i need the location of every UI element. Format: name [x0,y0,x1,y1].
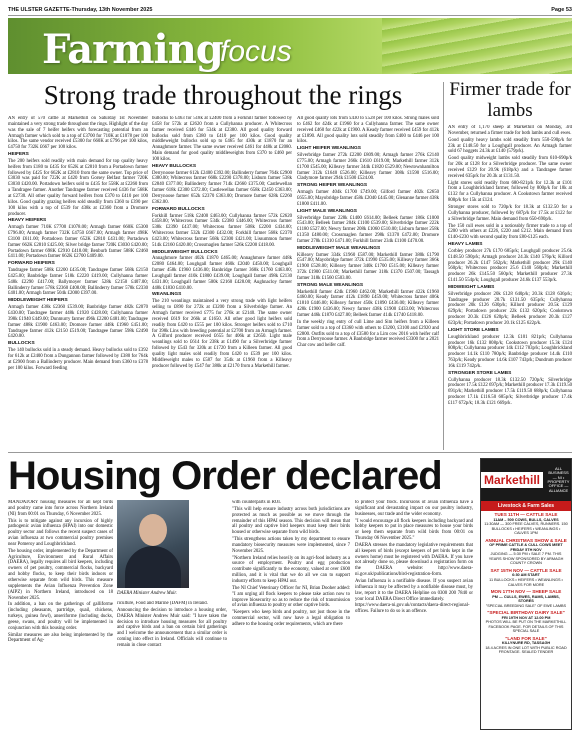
advert-sale-block [481,609,571,635]
main-headline: Strong trade throughout the rings [43,80,403,110]
housing-column-3 [232,500,350,732]
paragraph: Similar measures are also being implemented by the Department of Ag- [8,632,113,644]
paragraph: The 150 cull ewes sold in a noticeably firmer trade to a top of £200 with others at £226, £220 and £212. Main demand from £140-£230 with second quality from £80-£125 each. [448,223,572,241]
paragraph: "This strengthens actions taken by my department to ensure mandatory biosecurity measures were implemented, since 7 November 2025. [232,537,350,554]
photo-caption: DAERA Minister Andrew Muir. [117,591,177,596]
paragraph: MANDATORY housing measures for all kept birds and poultry came into force across Northern Ireland (NI) from 00:01 on Thursday, 6 November 2025. [8,500,113,517]
advert-sale-block [481,588,571,609]
paragraph: This is to mitigate against any incursion of highly pathogenic avian influenza (HPAI) into our domestic poultry sector and follows the recent suspect cases of avian influenza at two commercial poultry premises near Pomeroy and Loughbrickland. [8,518,113,547]
paragraph: Silverbridge producer 20k £128 640p/k; 20.3k £128 636p/k; Tandragee producer 20.7k £131.50 635p/k; Cullyhanna producer 20k £126 630p/k; Killord producer 20.5k £129 629p/k; Portadown producer 22k £132 620p/k; Cookstown producer 20.3k £126 620p/k; Belleek producer 20.3k £127 623p/k; Portadown producer 20.1k £125 622p/k. [448,291,572,326]
subheading: LIGHT STORE LAMBS [448,327,499,333]
paragraph: Tandragee farmer 508k £2200 £435.00; Tandragee farmer 568k £2150 £425.00; Banbridge farmer 518k £2220 £419.00; Cullyhanna farmer 548k £2290 £417.00; Ballymoyer farmer 528k £2150 £407.00; Ballinderry farmer 578k £2360 £408.00; Ballinderry farmer 578k £2330 £401.00; Armagh farmer 504k £2000 £397.00. [8,268,148,297]
sale-date: PM — CULLS, EWES, RAMS, LAMBS, STORES [492,594,560,604]
subheading: HEAVY LAMBS [448,242,483,248]
paragraph: Armagh farmer 710K £7700 £1078.00; Armagh farmer 660K £5300 £796.00; Armagh farmer 732K £4750 £667.00; Armagh farmer 498K £3100 £611.00; Portadown farmer 652K £2810 £431.00; Portadown farmer 662K £2810 £425.00; Silver bridge farmer 720K £3030 £420.00; Portadown farmer 698K £2910 £418.00; Benburb farmer 588K £2460 £411.00; Portadown farmer 662K £2700 £409.00. [8,225,148,260]
banner-word-focus: focus [220,35,292,68]
paragraph: "Northern Ireland relies heavily on its agri-food industry as a source of employment. Poultry and egg production contribute significantly to the economy, valued at over £600 million, and it is vital that we do all we can to support industry efforts to keep HPAI out. [232,555,350,584]
paragraph: Good quality midweight lambs sold steadily from 610-690p/k for 20k at £128 for a Silverbridge producer. The same owner received £129 for 20.9k (618p/k) and a Tandragee farmer received 635p/k for 20.3k at £131.50. [448,156,572,179]
paragraph: Avian Influenza is a notifiable disease. If you suspect avian influenza it may be affected by a notifiable disease must, by law, report it to the DAERA Helpline on 0300 200 7840 or your local DAERA Direct Office immediately. [355,578,473,602]
housing-headline: Housing Order declared [8,454,442,498]
sale-date: 11AM – 500 COWS, BULLS, CALVES [493,517,559,522]
paragraph: The 200 heifers sold readily with main demand for top quality heavy heifers from £180 to £435 for 652K at £2810 from a Portadown farmer followed by £425 for 662K at £2810 from the same owner. Top price of £3030 was paid for 722K at £420 from Gorsey Belfast farmer 720K £3030 £420.00. Portadown heifers sold to £435 for 558K at £2260 from a Tandragee farmer. Another Tandragee farmer received £436 for 568K at £2730. All other quality forward heifers from £370 to £410 per 100 kilos. Good quality grazing heifers sold steadily from £360 to £390 per 100 kilos with a top of £539 for 438k at £2360 from a Dromore producer. [8,158,148,217]
advert-tagline: Livestock & Farm Sales [481,501,571,511]
subheading: MIDDLEWEIGHT BULLOCKS [152,249,218,255]
paragraph: bullocks to £463 for 518k at £2400 from a Forkhill farmer followed by £458 for 572k at £2620 from a Cullyhanna producer. A Whitecross farmer received £446 for 534k at £2380. All good quality forward bullocks sold from £380 to £410 per 100 kilos. Good quality middleweight bullocks sold up to £465 for 430k at £1870 for an Annaghmore farmer. The same owner received £461 for 448k at £2080. Main demand for good quality middleweights from £370 to £460 per 100 kilos. [152,116,292,162]
paragraph: The housing order, implemented by the Department of Agriculture, Environment and Rural Affairs (DAERA), legally requires all bird keepers, including owners of pet poultry, commercial flocks, backyard and hobby flocks, to keep their birds indoors or otherwise separate from wild birds. This measure supplements the Avian Influenza Prevention Zone (AIPZ) in Northern Ireland, introduced on 18 November 2025. [8,548,113,601]
paragraph: Light stores sold readily from 680-821p/k for 12.3k at £101 from a Loughbrickland farmer, followed by 800p/k for 18k at £132 for a Cullyhanna producer. A Cookstown farmer received 808p/k for 15k at £124. [448,180,572,204]
photo-suit [125,546,181,588]
paragraph: AN entry of 1,170 sheep at Markethill on Monday, 3rd November, returned a firmer trade for both lambs and cull ewes. [448,125,572,136]
sale-title: "SPECIAL BIRTHDAY DAIRY SALE" [487,610,565,616]
subheading: MIDDLEWEIGHT HEIFERS [8,298,68,304]
page-number: Page 53 [551,6,572,13]
housing-column-4 [355,500,473,732]
paragraph: "I would encourage all flock keepers including backyard and hobby keepers to put in place measures to house your birds or keep them separate from wild birds from 00:01 on Thursday 06 November 2025." [355,518,473,542]
farming-focus-banner [8,18,572,74]
advert-sale-block [481,635,571,656]
sale-details: 18.4 ACRES IN ONE LOT WITH PUBLIC ROAD FRONTAGE. SEALED TENDER [485,645,567,655]
main-story-column-2 [152,116,292,450]
paragraph: DAERA stresses the mandatory legislative requirements that all keepers of birds (except keepers of pet birds kept in the owners home) must be registered with DAERA. If you have not already done so, please download a registration form on the DAERA website: http://www.daera-ni.gov.uk/publications/bird-registration-form. [355,542,473,578]
markethill-logo: Markethill [481,472,543,488]
subheading: MIDDLEWEIGHT MALE WEANLINGS [297,245,381,251]
subheading: MIDWEIGHT LAMBS [448,284,495,290]
subheading: HEAVY BULLOCKS [152,163,197,169]
subheading: HEAVY HEIFERS [8,218,47,224]
advert-logo-bar [481,459,571,501]
paragraph: The NI Chief Veterinary Officer for NI, Brian Dooher added: "I am urging all flock keepers to please take action now to improve biosecurity so as to reduce the risk of transmission of avian influenza to poultry or other captive birds. [232,585,350,609]
field-photo-strip [382,18,572,74]
sale-date: KILLYNURE RD, TASSAGH [501,641,551,646]
paragraph: Loughbrickland producer 12.3k £101 821p/k; Cullyhanna producer 16k £132 808p/k; Cookstown producer 15.3k £124 808p/k; Cullyhanna producer 14k £112 783p/k; Loughbrickland producer 14.1k £110 780p/k; Banbridge producer 14.4k £110 763p/k; Keady producer 14.6k £107 743p/k; Dundrum producer 16k £119 742p/k. [448,334,572,369]
subheading: FORWARD HEIFERS [8,261,55,267]
paragraph: "This will help ensure industry across both jurisdictions are protected as much as possible as we move through the remainder of this HPAI season. This decision will mean that all poultry and captive bird keepers must keep their birds housed or otherwise separate from wild birds. [232,506,350,536]
newspaper-dateline: THE ULSTER GAZETTE-Thursday, 13th November 2025 [8,6,153,13]
paragraph: Annaghmore farmer 402k £1870 £465.00; Annaghmore farmer 448k £2080 £464.00; Loughgall farmer 460k £2040 £450.00; Loughgall farmer 458k £1960 £436.00; Banbridge farmer 368k £1760 £463.00; Loughgall farmer 410k £1800 £439.00; Loughgall farmer 498k £2130 £431.00; Loughgall farmer 500k £2160 £428.00; Aughnacloy farmer 448k £1830 £410.00. [152,256,292,291]
logo-side-text: ALL BUSINESS — NI • PROPERTY OFFICE — ALLIANCE [547,465,570,493]
paragraph: The 140 bullocks sold in a steady demand. Heavy bullocks sold to £392 for 612k at £2400 from a Dungannon farmer followed by £380 for 764k at £2900 from a Ballinderry producer. Main demand from £360 to £378 per 100 kilos. Forward feeding [8,348,148,371]
sale-title: TUES 11TH — CATTLE SALE [494,512,558,517]
paragraph: In addition, a ban on the gatherings of galliforme (including pheasants, partridge, quail, chickens, turkeys, guinea fowl), anseriforme (including ducks, geese, swans, and poultry will be implemented in conjunction with this housing order. [8,602,113,631]
paragraph: AN entry of 570 cattle at Markethill on Saturday 1st November maintained a very strong trade throughout the rings. Highlight of the day was the sale of 7 heifer heifers with forecasting potential from an Armagh farmer which sold to a top of £3700 for 710K at £1078 per 100 kilos. The same vendor received £5300 for 660K at £796 per 100 kilos, £4750 for 732K £667 per 100 kilos. [8,116,148,151]
paragraph: Markethill farmer 424k £1960 £462.00; Markethill farmer 422k £1960 £460.00; Keady farmer 412k £1890 £459.00; Whitecross farmer 406k £1810 £446.00; Killeavy farmer 450k £1890 £436.00; Killeavy farmer 428k £1900 £436.00; Newry farmer 438k £1900 £433.00; Whitecross farmer 446k £1870 £427.00; Belleek farmer 414k £1740 £418.00. [297,289,439,318]
sale-details: "SPECIAL BREEDING SALE" OF EWE LAMBS [485,603,567,608]
markethill-advert [480,458,572,730]
page-header [8,4,572,16]
advert-sale-block [481,567,571,588]
subheading: STRONG MALE WEANLINGS [297,282,364,288]
paragraph: All good quality lots from £430 to £528 per 100 kilos. Strong males sold to £462 for 424k at £1960 for a Cullyhanna farmer. The same owner received £460 for 422k at £1900. A Keady farmer received £459 for 412k at £1890. All good quality lots sold steadily from £400 to £446 per 100 kilos. [297,116,439,145]
subheading: FORWARD BULLOCKS [152,206,205,212]
paragraph: https://www.daera-ni.gov.uk/contacts/daera-direct-regional-offices. Failure to do so is an offence. [355,603,470,615]
housing-column-1 [8,500,113,732]
section-divider [8,452,572,453]
sale-details: 11:30AM — 300 FREE CALVES, RUNNERS. 150 BULLOCKS • HEIFERS • WEANLINGS • CALVES 1PM [484,522,568,536]
paragraph: "Keepers who keep birds and poultry, not just those in the commercial sector, will now have a legal obligation to adhere to the housing order requirements, which are there [232,610,350,627]
subheading: HEIFERS [8,152,29,158]
advert-sale-block [481,537,571,567]
paragraph: Good quality heavy lambs sold steadily from 550-590p/k for 23k at £148.50 for a Loughgall producer. An Armagh farmer sold 67 hoggets 24.3k at £140 (579p/k). [448,137,572,155]
paragraph: In the weekly ring entry of cull Lime and Sim heifers from a Killeen farmer sold to a top of £3360 with others to £3200, £3100 and £2920 and £2800. Outfits sold to a top of £3580 for a Lim cow 2016 with heifer calf from a Derrynoose farmer. A Banbridge farmer received £3300 for a 2021 Char cow and heifer calf. [297,319,439,349]
sale-details: JUDGING — 5:30 PM • SALE 7 PM. THIS YEARS SHOW SPONSORED BY ARMAGH COUNTY CROWN [488,552,564,566]
paragraph: to protect your flock. Incursions of avian influenza have a significant and devastating impact on our poultry industry, businesses, our trade and the wider economy. [355,500,473,517]
paragraph: Silverbridge farmer 228k £1400 £614.00; Belleek farmer 186k £1000 £543.00; Belleek farmer 204k £1100 £539.00; Silverbridge farmer 222k £1180 £527.00; Newry farmer 208k £1060 £510.00; Lisburn farmer 258k £1350 £480.00; Crossmaglen farmer 298k £1370 £472.00; Dromore farmer 278k £1310 £471.00; Forkhill farmer 234k £1100 £470.00. [297,215,439,244]
photo-face [139,514,167,546]
paragraph: Corbley producer 27k £170 685p/k; Loughgall producer 25.6k £148.50 590p/k; Armagh producer 24.3k £140 576p/k; Killord producer 26.2k £147 562p/k; Markethill producer 29k £140 560p/k; Whitecross producer 25.6 £140 560p/k; Markethill producer 26k £145.50 560p/k; Markethill producer 27.3k £141.50 554p/k; Loughgall producer 24.6k £137 553p/k. [448,248,572,284]
sale-date: FRI 19TH NOV AT 12.00 PM [501,615,551,620]
subheading: WEANLINGS [152,292,182,298]
paragraph: riculture, Food and Marine (DAFM) in Ireland. [117,601,208,606]
paragraph: Announcing the decision to introduce a housing order, DAERA Minister Andrew Muir said: "I have taken the decision to introduce housing measures for all poultry and captive birds and a ban on certain bird gatherings and I welcome the announcement that a similar order is coming into effect in Ireland. Officials will continue to remain in close contact [117,607,227,648]
paragraph: Armagh farmer 438k £2360 £539.00; Banbridge farmer 482k £2070 £430.00; Tandragee farmer 448k £1920 £428.00; Cullyhanna farmer 398k £1940 £449.00; Dunmurry farmer 496k £2200 £481.00; Tandragee farmer 488k £1900 £463.00; Dromore farmer 448k £1960 £451.00; Tandragee farmer 412k £2150 £519.00; Tandragee farmer 598k £2490 £420.00. [8,305,148,340]
paragraph: Silverbridge farmer 272k £2200 £809.00; Armagh farmer 276k £2140 £775.00; Armagh farmer 266k £1610 £619.00; Markethill farmer 312k £1700 £545.00; Killeavy farmer 344k £1820 £529.00; Newtownhamilton farmer 312k £1640 £526.00; Killeavy farmer 308k £1590 £516.00; Cladymore farmer 294k £1500 £524.00. [297,153,439,182]
paragraph: Forkhill farmer 518k £2400 £463.00; Cullyhanna farmer 572k £2620 £458.00; Whitecross farmer 534k £2380 £446.00; Whitecross farmer 538k £2390 £437.00; Whitecross farmer 508k £2200 £434.00; Whitecross farmer 532k £2300 £432.00; Forkhill farmer 568k £2370 £423.00; Whitecross farmer 568k £2300 £421.00; Lissummon farmer 514k £2160 £420.00; Crossmaglen farmer 526k £2200 £418.00. [152,213,292,248]
paragraph: Armagh farmer 404k £1700 £749.00; Gilford farmer 402k £2650 £655.00; Mayobridge farmer 458k £2040 £445.00; Glenanne farmer 438k £1800 £411.00. [297,190,439,207]
paragraph: The 210 weanlings maintained a very strong trade with light heifers selling to £890 for 272k at £3200 from a Silverbridge farmer. An Armagh farmer received £775 for 276k at £2140. The same owner received £619 for 266k at £1650. All other good light heifers sold readily from £420 to £555 per 100 kilos. Stronger heifers sold to £710 for 398k Lins with breeding potential at £2700 from an Armagh farmer. A Gilford producer received £655 for 406k at £2650. Light male weanlings sold to £614 for 238k at £1490 for a Silverbridge farmer followed by £543 for 320k at £1720 from a Killeen farmer. All good quality light males sold readily from £420 to £539 per 100 kilos. Middleweight males to £587 for 354k at £1960 from a Killeavy producer followed by £547 for 380k at £2170 from a Markethill farmer. [152,299,292,369]
sale-title: "LAND FOR SALE" [505,635,547,641]
side-headline: Firmer trade for lambs [449,79,571,121]
subheading: LIGHT MALE WEANLINGS [297,208,357,214]
column-divider [443,82,444,450]
sale-date: 6:30 AM START [512,573,540,578]
sale-details: 11 BULLOCKS • HEIFERS • WEANLINGS • CALVES FOR MORE [489,577,563,587]
paragraph: Cullyhanna producer 18.3k £132.50 720p/k; Silverbridge producer 17.5k £122 697p/k; Markethill producer 17.3k £119.50 691p/k; Markethill producer 17.5k £119.50 688p/k; Cullyhanna producer 17.1k £116.50 685p/k; Silverbridge producer 17.4k £117 672p/k; 18.3k £121 669p/k. [448,377,572,406]
subheading: LIGHT HEIFER WEANLINGS [297,146,361,152]
side-story-column [448,125,572,450]
sale-date: OF PRIME CATTLE & CULL COWS MEET FRIDAY 5TH NOV [489,543,563,552]
paragraph: Derrynoose farmer 612k £2400 £392.00; Ballinderry farmer 764k £2900 £380.00; Whitecross farmer 668k £2290 £378.00; Lisburn farmer 538k £2840 £377.00; Ballinderry farmer 714k £2660 £375.00; Castlewellan farmer 618k £2300 £372.00; Castlewellan farmer 658k £2450 £363.00; Derrynoose farmer 652k £2370 £363.00; Dromore farmer 628k £2260 £362.00. [152,170,292,205]
paragraph: Stronger stores sold to 720p/k for 18.3k at £132.50 for a Cullyhanna producer, followed by 687p/k for 17.5k at £122 for a Silverbridge farmer. Main demand from 650-690p/k. [448,204,572,222]
subheading: BULLOCKS [8,341,35,347]
minister-photo [117,500,189,588]
paragraph: Killeavy farmer 334k £1960 £587.00; Markethill farmer 380k £1790 £547.00; Mayobridge farmer 372k £1990 £535.00; Killeavy farmer 366k £1900 £528.00; Killeavy farmer 340k £1700 £515.00; Killeavy farmer 372k £1900 £511.00; Markethill farmer 318k £1370 £507.00; Tassagh farmer 318k £1560 £503.00. [297,252,439,281]
sale-title: MON 17TH NOV — SHEEP SALE [490,589,562,595]
sale-details: PHOTOS WILL BE PUT ON THE MARKETHILL FACEBOOK PAGE. FOR DETAILS OF THIS SPECIAL SALE [485,620,567,634]
housing-column-2 [117,601,227,732]
subheading: STRONGER STORE LAMBS [448,370,512,376]
banner-word-farming: Farming [42,26,223,73]
sale-title: ANNUAL CHRISTMAS SHOW & SALE [485,537,567,543]
sale-title: SAT 15TH NOV — CATTLE SALE [490,567,562,573]
advert-sale-block [481,511,571,537]
subheading: STRONG HEIFER WEANLINGS [297,183,368,189]
paragraph: with counterparts in ROI. [232,500,282,505]
main-story-column-3 [297,116,439,450]
main-story-column-1 [8,116,148,450]
